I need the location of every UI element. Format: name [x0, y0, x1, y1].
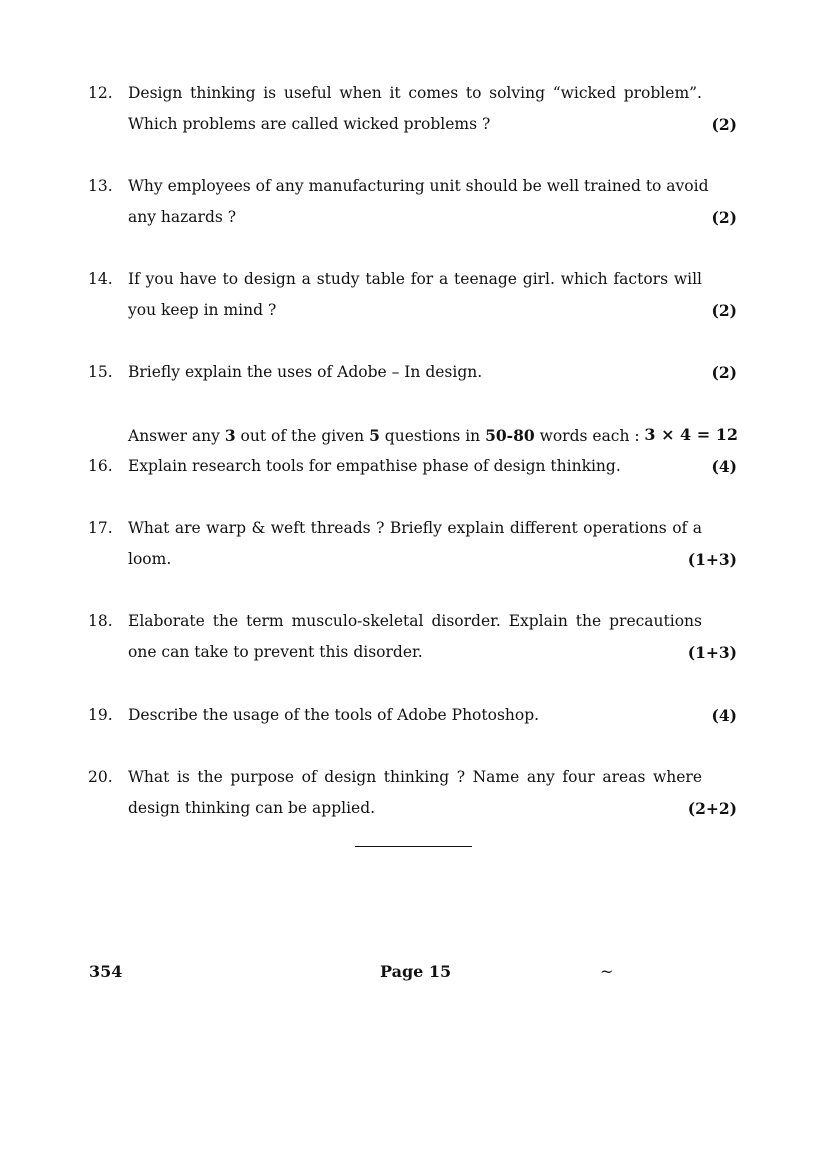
footer-symbol: ~ [600, 962, 614, 981]
question-text-line: Why employees of any manufacturing unit should be well trained to avoid [128, 177, 709, 195]
question-number: 13. [88, 177, 113, 195]
question-number: 17. [88, 519, 113, 537]
question-marks: (2+2) [687, 799, 737, 818]
question-marks: (2) [711, 301, 737, 320]
question-number: 18. [88, 612, 113, 630]
question-text-line: What is the purpose of design thinking ? Name any four areas where [128, 768, 702, 786]
question-text-line: Which problems are called wicked problems ? [128, 115, 491, 133]
end-divider [355, 846, 472, 847]
question-text-line: Briefly explain the uses of Adobe – In design. [128, 363, 483, 381]
question-marks: (2) [711, 115, 737, 134]
question-marks: (4) [711, 706, 737, 725]
question-number: 20. [88, 768, 113, 786]
question-text-line: If you have to design a study table for a teenage girl. which factors will [128, 270, 702, 288]
question-text-line: you keep in mind ? [128, 301, 277, 319]
question-marks: (1+3) [687, 643, 737, 662]
question-marks: (4) [711, 457, 737, 476]
question-marks: (2) [711, 363, 737, 382]
question-text-line: any hazards ? [128, 208, 237, 226]
question-number: 19. [88, 706, 113, 724]
question-number: 12. [88, 84, 113, 102]
instruction-marks: 3 × 4 = 12 [644, 425, 738, 444]
question-marks: (2) [711, 208, 737, 227]
paper-code: 354 [89, 962, 123, 981]
question-number: 15. [88, 363, 113, 381]
question-text-line: Describe the usage of the tools of Adobe Photoshop. [128, 706, 540, 724]
instruction-text: Answer any 3 out of the given 5 questions in 50-80 words each : [128, 426, 640, 445]
question-number: 16. [88, 457, 113, 475]
question-text-line: Design thinking is useful when it comes to solving “wicked problem”. [128, 84, 702, 102]
question-text-line: Elaborate the term musculo-skeletal disorder. Explain the precautions [128, 612, 702, 630]
question-text-line: loom. [128, 550, 172, 568]
question-text-line: design thinking can be applied. [128, 799, 376, 817]
question-text-line: Explain research tools for empathise phase of design thinking. [128, 457, 621, 475]
question-text-line: one can take to prevent this disorder. [128, 643, 423, 661]
page-number: Page 15 [380, 962, 452, 981]
question-text-line: What are warp & weft threads ? Briefly explain different operations of a [128, 519, 702, 537]
question-marks: (1+3) [687, 550, 737, 569]
question-number: 14. [88, 270, 113, 288]
